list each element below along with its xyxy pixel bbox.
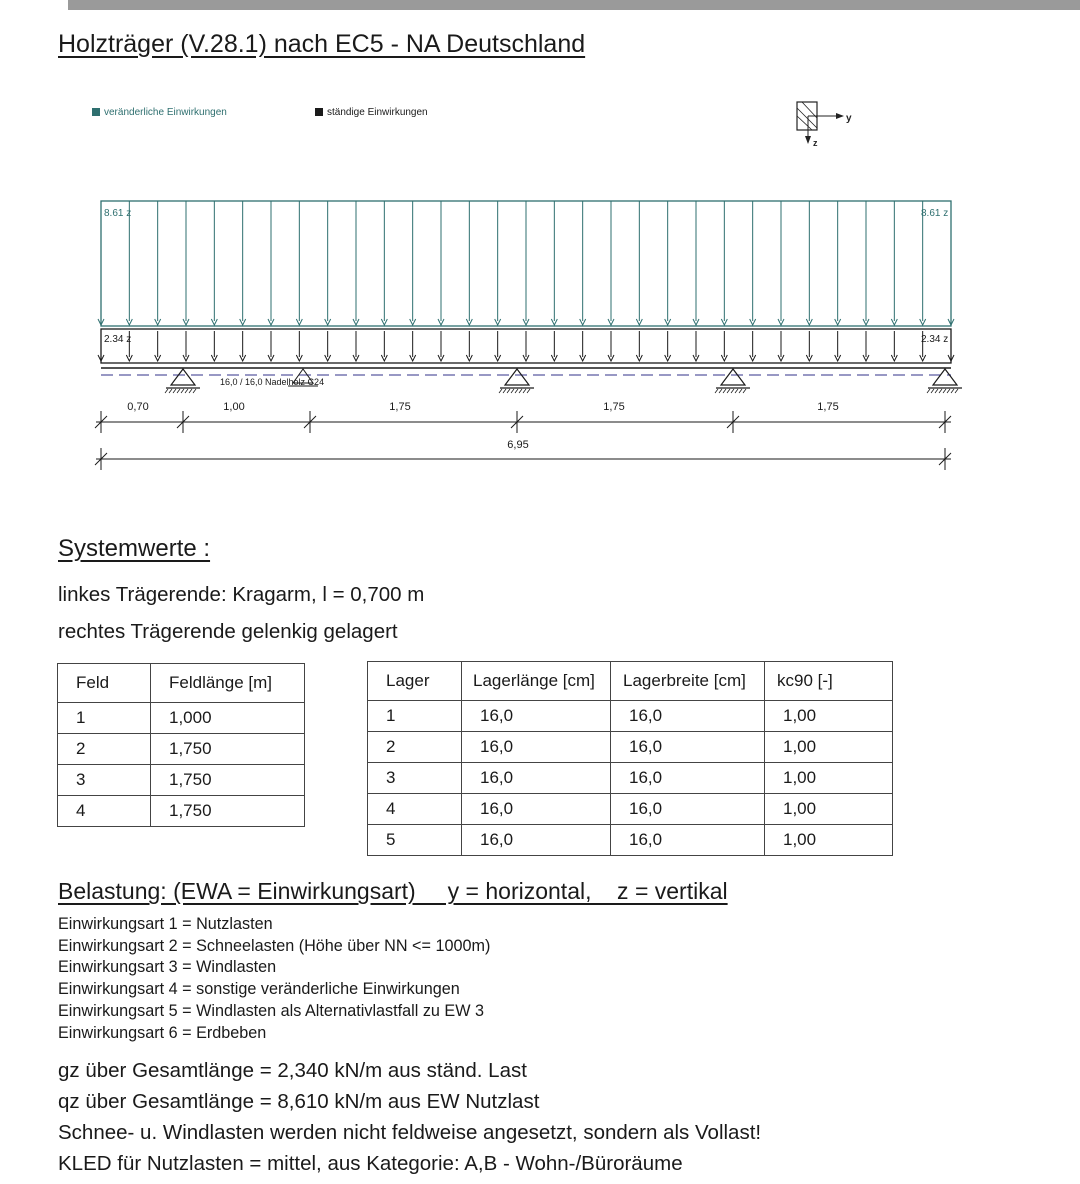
support-hatch	[939, 389, 942, 393]
table-cell: 3	[368, 763, 462, 794]
variable-load-arrow	[211, 201, 217, 325]
span-label-2: 1,75	[389, 401, 411, 413]
table-row	[58, 703, 305, 734]
support-hinge	[715, 369, 750, 393]
ewa-list	[58, 914, 490, 1044]
support-hatch	[181, 389, 184, 393]
variable-load-arrow	[551, 201, 557, 325]
support-hatch	[947, 389, 950, 393]
variable-load-arrow	[268, 201, 274, 325]
permanent-load-right-label: 2.34 z	[921, 334, 949, 345]
variable-load-arrow	[580, 201, 586, 325]
permanent-load-arrow	[410, 331, 416, 361]
support-hatch	[943, 389, 946, 393]
belastung-heading	[58, 878, 728, 905]
table-cell: 3	[58, 765, 151, 796]
axis-z-label: z	[813, 138, 818, 148]
table-row	[58, 796, 305, 827]
variable-load-arrow	[636, 201, 642, 325]
table-cell: 16,0	[611, 701, 765, 732]
table-cell: 1,750	[151, 796, 305, 827]
permanent-load-arrow	[636, 331, 642, 361]
table-cell: 16,0	[611, 825, 765, 856]
permanent-load-arrow	[750, 331, 756, 361]
support-hatch	[951, 389, 954, 393]
variable-load-left-label: 8.61 z	[104, 208, 132, 219]
support-hatch	[715, 389, 718, 393]
support-hatch	[169, 389, 172, 393]
section-label: 16,0 / 16,0 Nadelholz C24	[220, 377, 325, 387]
support-hatch	[177, 389, 180, 393]
table-row	[58, 734, 305, 765]
list-item: Einwirkungsart 2 = Schneelasten (Höhe über NN <= 1000m)	[58, 936, 491, 955]
table-cell: 16,0	[611, 763, 765, 794]
table-row	[368, 732, 893, 763]
right-end-text: rechtes Trägerende gelenkig gelagert	[58, 620, 398, 643]
left-end-text: linkes Trägerende: Kragarm, l = 0,700 m	[58, 583, 425, 606]
feld-header-feld: Feld	[58, 664, 151, 703]
table-cell: 16,0	[462, 763, 611, 794]
permanent-load-arrows	[98, 331, 954, 361]
list-item: Einwirkungsart 4 = sonstige veränderliche Einwirkungen	[58, 980, 460, 999]
support-hatch	[735, 389, 738, 393]
permanent-load-arrow	[863, 331, 869, 361]
permanent-load-arrow	[495, 331, 501, 361]
lager-header-kc90: kc90 [-]	[765, 662, 893, 701]
variable-load-arrow	[835, 201, 841, 325]
variable-load-arrow	[721, 201, 727, 325]
variable-load-arrow	[920, 201, 926, 325]
permanent-load-arrow	[296, 331, 302, 361]
variable-load-arrow	[325, 201, 331, 325]
legend-permanent-label: ständige Einwirkungen	[327, 107, 428, 118]
variable-load-arrow	[948, 201, 954, 325]
table-cell: 16,0	[611, 794, 765, 825]
table-cell: 16,0	[462, 794, 611, 825]
table-row	[368, 794, 893, 825]
permanent-load-arrow	[580, 331, 586, 361]
permanent-load-arrow	[240, 331, 246, 361]
lager-header-laenge: Lagerlänge [cm]	[462, 662, 611, 701]
variable-load-right-label: 8.61 z	[921, 208, 949, 219]
permanent-load-arrow	[523, 331, 529, 361]
variable-load-arrow	[495, 201, 501, 325]
axis-icon	[797, 102, 852, 148]
table-cell: 16,0	[462, 701, 611, 732]
support-hatch	[499, 389, 502, 393]
lager-table	[367, 661, 893, 856]
permanent-load-arrow	[806, 331, 812, 361]
belastung-heading-text: Belastung: (EWA = Einwirkungsart) y = horizontal, z = vertikal	[58, 878, 728, 904]
permanent-load-arrow	[835, 331, 841, 361]
support-triangle	[933, 369, 957, 385]
load-notes	[58, 1055, 761, 1179]
permanent-load-arrow	[155, 331, 161, 361]
table-cell: 16,0	[462, 825, 611, 856]
variable-load-arrow	[296, 201, 302, 325]
variable-load-arrow	[98, 201, 104, 325]
span-label-1: 1,00	[223, 401, 245, 413]
beam-diagram	[0, 88, 1080, 478]
support-hatch	[173, 389, 176, 393]
variable-load-arrow	[863, 201, 869, 325]
variable-load-arrow	[608, 201, 614, 325]
support-hatch	[519, 389, 522, 393]
list-item: Einwirkungsart 3 = Windlasten	[58, 958, 277, 977]
support-hatch	[723, 389, 726, 393]
support-hatch	[193, 389, 196, 393]
support-hatch	[931, 389, 934, 393]
variable-load-arrows	[98, 201, 954, 325]
variable-load-arrow	[410, 201, 416, 325]
support-hatch	[955, 389, 958, 393]
top-bar	[68, 0, 1080, 10]
variable-load-arrow	[806, 201, 812, 325]
permanent-load-arrow	[466, 331, 472, 361]
note-line: gz über Gesamtlänge = 2,340 kN/m aus ständ. Last	[58, 1059, 527, 1082]
table-cell: 1,00	[765, 732, 893, 763]
variable-load-arrow	[750, 201, 756, 325]
table-row	[368, 825, 893, 856]
variable-load-arrow	[891, 201, 897, 325]
table-cell: 1,750	[151, 734, 305, 765]
variable-load-arrow	[353, 201, 359, 325]
legend-permanent-swatch	[315, 108, 323, 116]
permanent-load-arrow	[211, 331, 217, 361]
table-cell: 1,00	[765, 794, 893, 825]
table-cell: 1	[58, 703, 151, 734]
list-item: Einwirkungsart 5 = Windlasten als Alternativlastfall zu EW 3	[58, 1001, 485, 1020]
variable-load-arrow	[778, 201, 784, 325]
table-cell: 1,00	[765, 825, 893, 856]
permanent-load-arrow	[353, 331, 359, 361]
total-length-label: 6,95	[507, 439, 529, 451]
table-row	[58, 765, 305, 796]
note-line: Schnee- u. Windlasten werden nicht feldweise angesetzt, sondern als Vollast!	[58, 1121, 762, 1144]
permanent-load-arrow	[268, 331, 274, 361]
list-item: Einwirkungsart 1 = Nutzlasten	[58, 915, 273, 933]
permanent-load-arrow	[948, 331, 954, 361]
support-hatch	[189, 389, 192, 393]
table-cell: 16,0	[611, 732, 765, 763]
support-hatch	[731, 389, 734, 393]
table-cell: 1	[368, 701, 462, 732]
permanent-load-arrow	[665, 331, 671, 361]
permanent-load-arrow	[693, 331, 699, 361]
systemwerte-heading: Systemwerte :	[58, 535, 211, 562]
table-cell: 1,00	[765, 763, 893, 794]
table-cell: 4	[58, 796, 151, 827]
table-cell: 1,000	[151, 703, 305, 734]
support-hinge	[165, 369, 200, 393]
list-item: Einwirkungsart 6 = Erdbeben	[58, 1023, 267, 1042]
support-triangle	[505, 369, 529, 385]
legend-variable-swatch	[92, 108, 100, 116]
note-line: KLED für Nutzlasten = mittel, aus Kategorie: A,B - Wohn-/Büroräume	[58, 1152, 683, 1175]
variable-load-arrow	[183, 201, 189, 325]
span-label-0: 0,70	[127, 401, 149, 413]
permanent-load-left-label: 2.34 z	[104, 334, 132, 345]
axis-y-label: y	[846, 113, 852, 124]
permanent-load-arrow	[325, 331, 331, 361]
support-hatch	[515, 389, 518, 393]
table-cell: 2	[368, 732, 462, 763]
note-line: qz über Gesamtlänge = 8,610 kN/m aus EW Nutzlast	[58, 1090, 540, 1113]
support-hinge	[927, 369, 962, 393]
table-cell: 1,00	[765, 701, 893, 732]
permanent-load-arrow	[608, 331, 614, 361]
support-hatch	[185, 389, 188, 393]
lager-header-breite: Lagerbreite [cm]	[611, 662, 765, 701]
permanent-load-arrow	[381, 331, 387, 361]
permanent-load-arrow	[438, 331, 444, 361]
support-hatch	[527, 389, 530, 393]
support-hatch	[507, 389, 510, 393]
lager-table-header	[368, 662, 893, 701]
feld-table	[57, 663, 305, 827]
permanent-load-arrow	[778, 331, 784, 361]
permanent-load-arrow	[721, 331, 727, 361]
support-triangle	[171, 369, 195, 385]
support-hatch	[739, 389, 742, 393]
support-hatch	[165, 389, 168, 393]
table-cell: 2	[58, 734, 151, 765]
legend-variable-label: veränderliche Einwirkungen	[104, 107, 227, 118]
variable-load-arrow	[155, 201, 161, 325]
permanent-load-arrow	[183, 331, 189, 361]
variable-load-arrow	[240, 201, 246, 325]
support-hatch	[935, 389, 938, 393]
support-hatch	[727, 389, 730, 393]
support-hatch	[511, 389, 514, 393]
variable-load-arrow	[438, 201, 444, 325]
table-row	[368, 763, 893, 794]
table-cell: 5	[368, 825, 462, 856]
permanent-load-arrow	[551, 331, 557, 361]
variable-load-arrow	[523, 201, 529, 325]
variable-load-arrow	[693, 201, 699, 325]
lager-header-lager: Lager	[368, 662, 462, 701]
variable-load-arrow	[126, 201, 132, 325]
feld-header-laenge: Feldlänge [m]	[151, 664, 305, 703]
span-label-3: 1,75	[603, 401, 625, 413]
table-cell: 1,750	[151, 765, 305, 796]
table-cell: 4	[368, 794, 462, 825]
support-hatch	[927, 389, 930, 393]
support-triangle	[721, 369, 745, 385]
table-row	[368, 701, 893, 732]
feld-table-header	[58, 664, 305, 703]
support-hatch	[743, 389, 746, 393]
table-cell: 16,0	[462, 732, 611, 763]
support-hatch	[719, 389, 722, 393]
page-title: Holzträger (V.28.1) nach EC5 - NA Deutschland	[58, 30, 586, 58]
variable-load-arrow	[466, 201, 472, 325]
support-hatch	[523, 389, 526, 393]
support-hatch	[503, 389, 506, 393]
support-hinge	[499, 369, 534, 393]
variable-load-arrow	[381, 201, 387, 325]
span-label-4: 1,75	[817, 401, 839, 413]
variable-load-arrow	[665, 201, 671, 325]
permanent-load-arrow	[891, 331, 897, 361]
